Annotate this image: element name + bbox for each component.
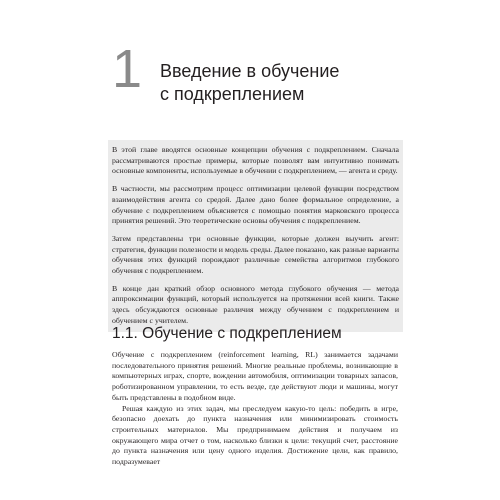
abstract-paragraph: Затем представлены три основные функции, которые должен выучить агент: стратегия, функции полезности и модель среды. Далее показано, как разные варианты обучения этих функций порождают различные семейства алгоритмов глубокого обучения с подкреплением.	[112, 233, 399, 276]
section-heading: 1.1. Обучение с подкреплением	[112, 325, 342, 342]
body-paragraph: Обучение с подкреплением (reinforcement learning, RL) занимается задачами последовательного принятия решений. Многие реальные проблемы, возникающие в компьютерных играх, спорте, вождении автомобиля, оптимизации товарных запасов, роботизированном управлении, то есть везде, где действуют люди и машины, могут быть представлены в подобном виде.	[112, 350, 398, 402]
chapter-title-line-2: с подкреплением	[160, 84, 305, 104]
section-body	[112, 350, 398, 468]
chapter-number: 1	[112, 39, 143, 99]
abstract-paragraph: В этой главе вводятся основные концепции обучения с подкреплением. Сначала рассматриваются простые примеры, которые позволят вам интуитивно понимать основные компоненты, используемые в обучении с подкреплением, — агента и среду.	[112, 145, 399, 176]
abstract-paragraph: В частности, мы рассмотрим процесс оптимизации целевой функции посредством взаимодействия агента со средой. Далее дано более формальное определение, а обучение с подкреплением объясняется с помощью понятия марковского процесса принятия решений. Это теоретические основы обучения с подкреплением.	[112, 184, 399, 226]
chapter-title-line-1: Введение в обучение	[160, 61, 340, 81]
chapter-title	[160, 60, 420, 106]
chapter-abstract	[108, 140, 403, 332]
abstract-paragraph: В конце дан краткий обзор основного метода глубокого обучения — метода аппроксимации функций, который используется на протяжении всей книги. Также здесь обсуждаются основные различия между обучением с подкреплением и обучением с учителем.	[112, 283, 399, 325]
body-paragraph: Решая каждую из этих задач, мы преследуем какую-то цель: победить в игре, безопасно доехать до пункта назначения или минимизировать стоимость строительных материалов. Мы предпринимаем действия и получаем из окружающего мира отчет о том, насколько близки к цели: текущий счет, расстояние до пункта назначения или цену одного изделия. Достижение цели, как правило, подразумевает	[112, 403, 398, 467]
